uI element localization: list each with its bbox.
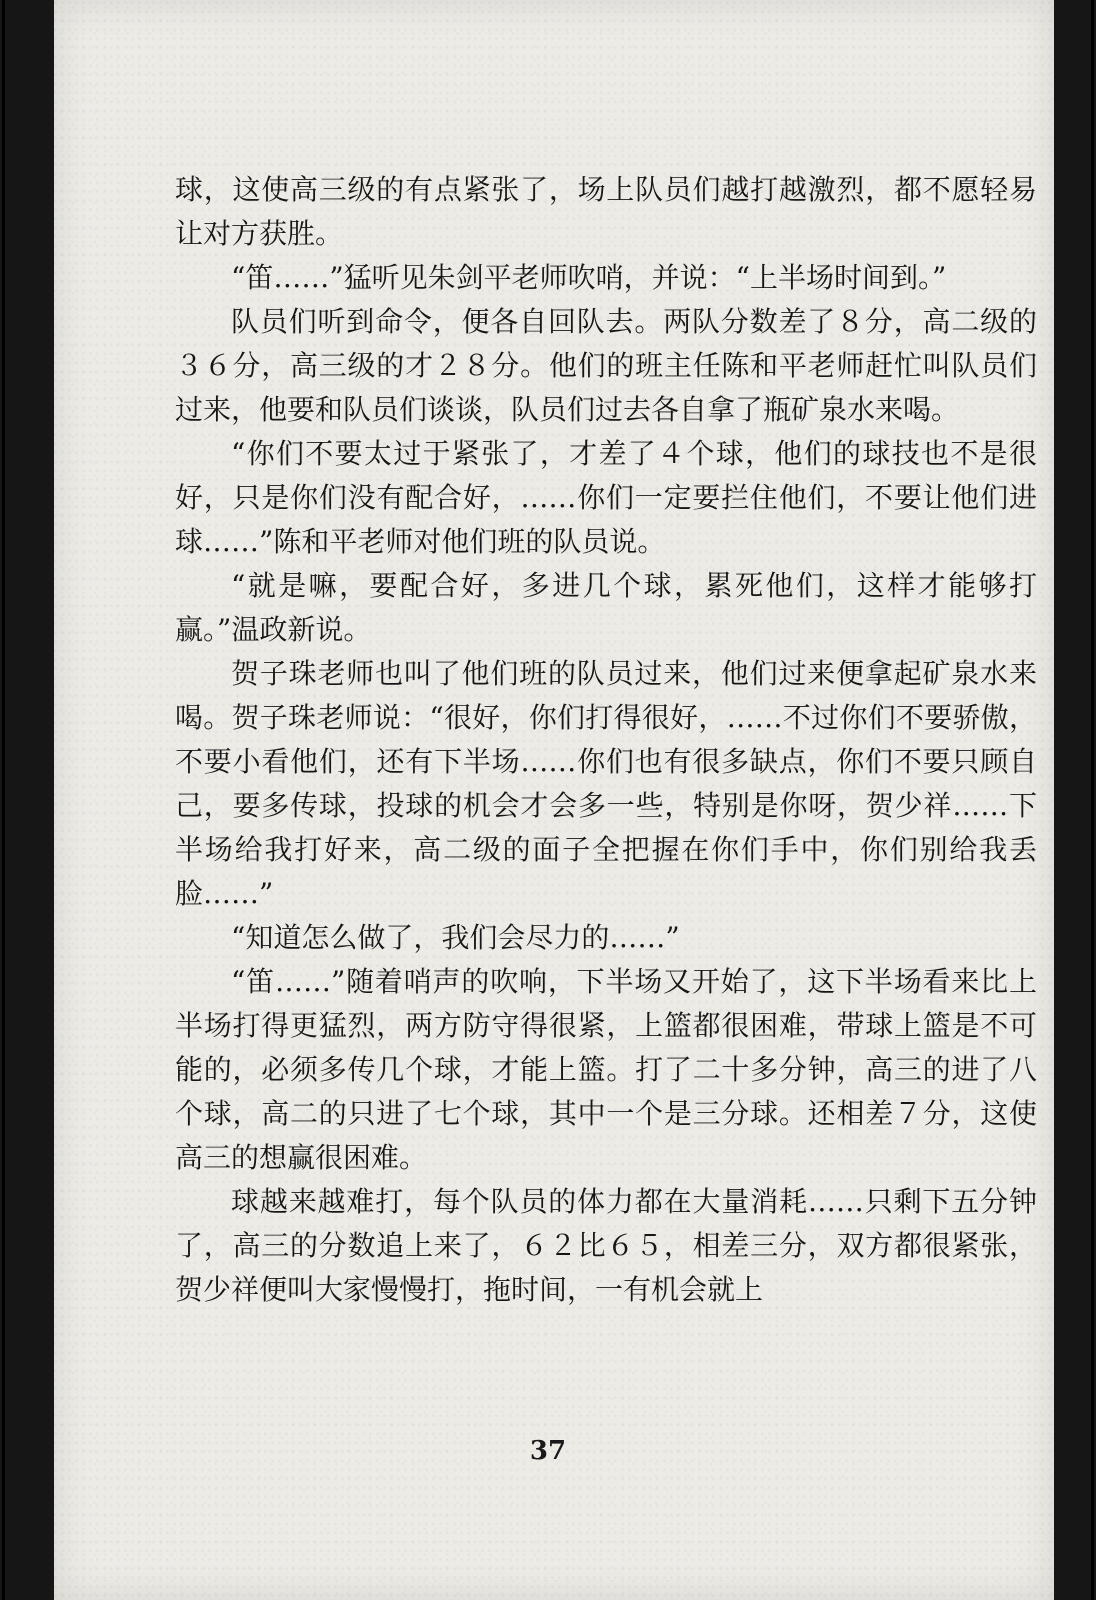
paragraph-4: “你们不要太过于紧张了，才差了４个球，他们的球技也不是很好，只是你们没有配合好，……你们一定要拦住他们，不要让他们进球……”陈和平老师对他们班的队员说。 (175, 437, 1037, 558)
paragraph-6: 贺子珠老师也叫了他们班的队员过来，他们过来便拿起矿泉水来喝。贺子珠老师说：“很好，你们打得很好，……不过你们不要骄傲，不要小看他们，还有下半场……你们也有很多缺点，你们不要只顾自己，要多传球，投球的机会才会多一些，特别是你呀，贺少祥……下半场给我打好来，高二级的面子全把握在你们手中，你们别给我丢脸……” (175, 657, 1037, 910)
paragraph-7: “知道怎么做了，我们会尽力的……” (231, 921, 680, 954)
scan-edge-left (2, 0, 5, 1600)
paragraph-1: 球，这使高三级的有点紧张了，场上队员们越打越激烈，都不愿轻易让对方获胜。 (175, 173, 1037, 250)
book-page (54, 0, 1054, 1600)
paragraph-8: “笛……”随着哨声的吹响，下半场又开始了，这下半场看来比上半场打得更猛烈，两方防守得很紧，上篮都很困难，带球上篮是不可能的，必须多传几个球，才能上篮。打了二十多分钟，高三的进了八个球，高二的只进了七个球，其中一个是三分球。还相差７分，这使高三的想赢很困难。 (175, 965, 1037, 1174)
body-text (175, 168, 1037, 1312)
scan-edge-right (1091, 0, 1094, 1600)
page-number: 37 (529, 1436, 567, 1466)
paragraph-9: 球越来越难打，每个队员的体力都在大量消耗……只剩下五分钟了，高三的分数追上来了，６２比６５，相差三分，双方都很紧张，贺少祥便叫大家慢慢打，拖时间，一有机会就上 (175, 1185, 1037, 1306)
paragraph-3: 队员们听到命令，便各自回队去。两队分数差了８分，高二级的３６分，高三级的才２８分。他们的班主任陈和平老师赶忙叫队员们过来，他要和队员们谈谈，队员们过去各自拿了瓶矿泉水来喝。 (175, 305, 1037, 426)
paragraph-2: “笛……”猛听见朱剑平老师吹哨，并说：“上半场时间到。” (231, 261, 947, 294)
paragraph-5: “就是嘛，要配合好，多进几个球，累死他们，这样才能够打赢。”温政新说。 (175, 569, 1037, 646)
